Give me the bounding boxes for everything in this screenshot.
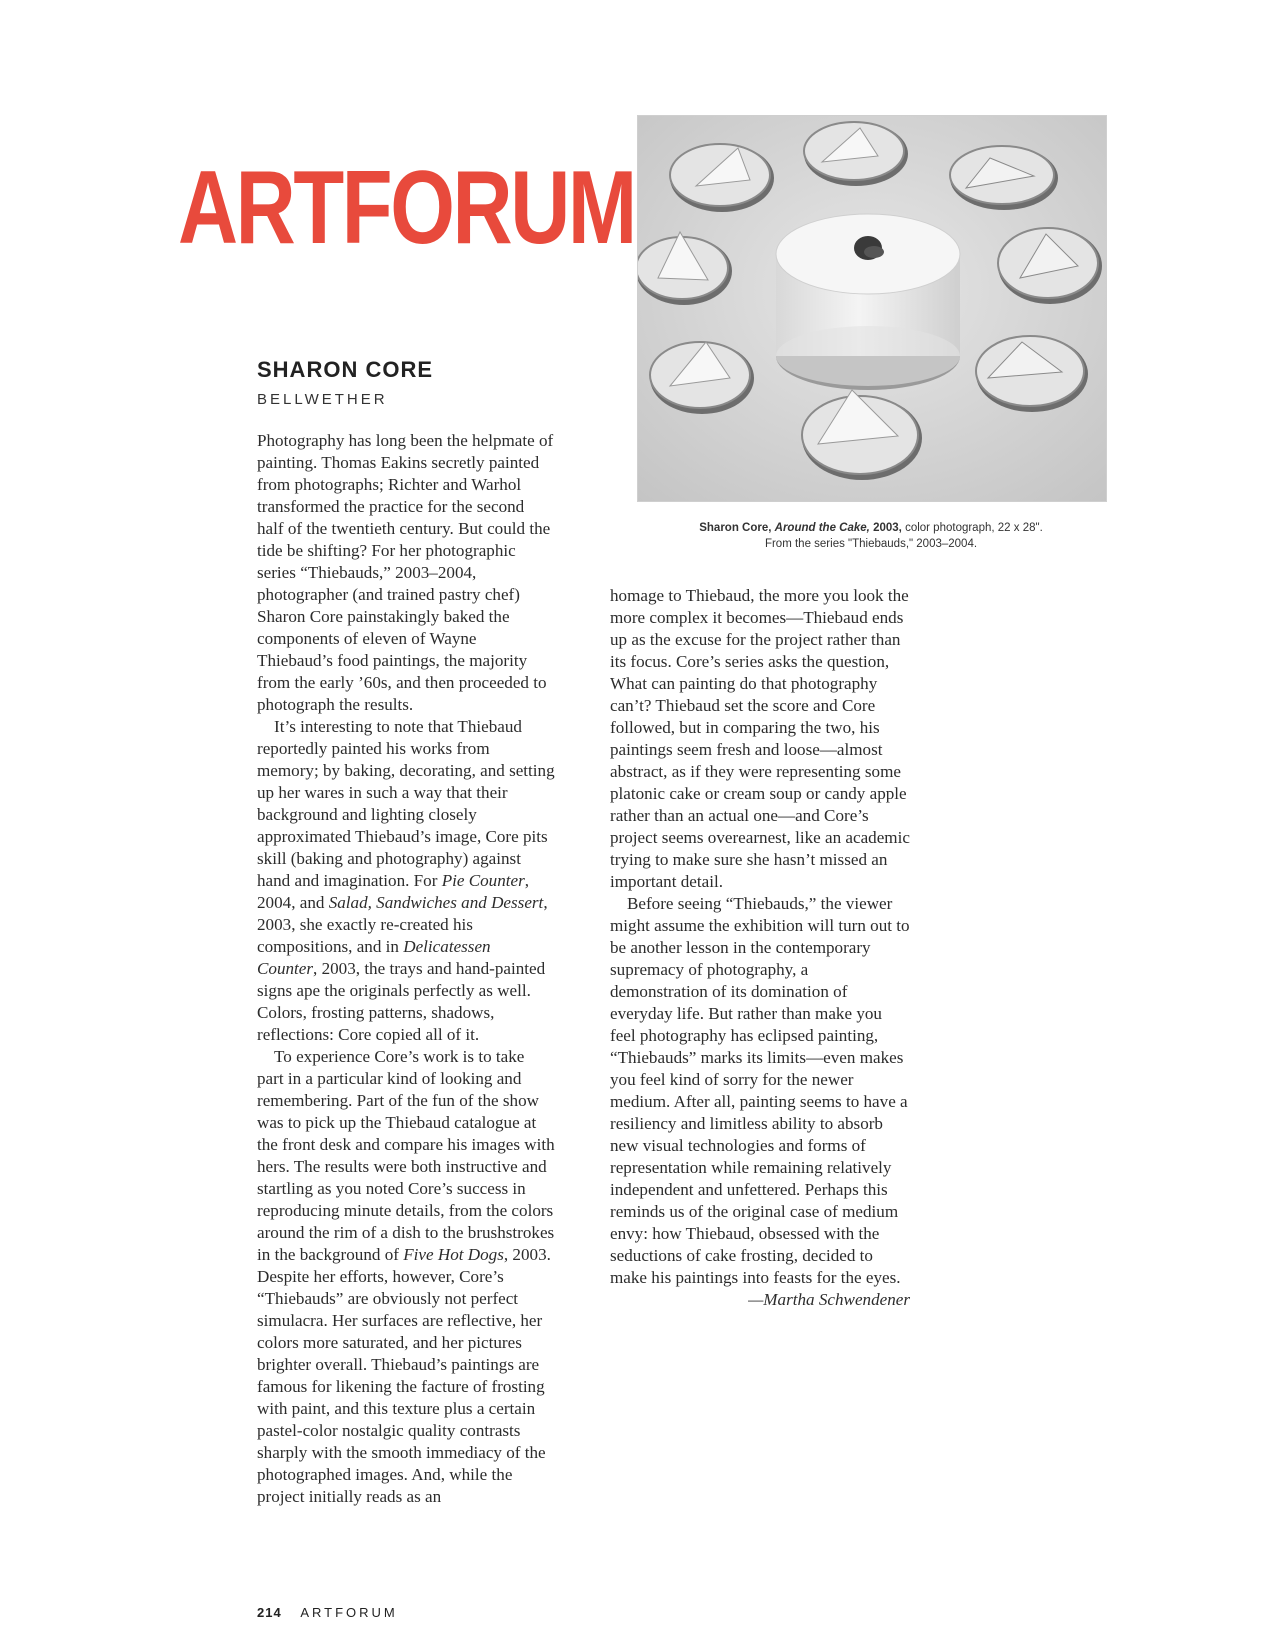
caption-year: 2003, — [873, 522, 902, 534]
exhibition-title: BELLWETHER — [257, 391, 388, 408]
plate-bottom-right — [976, 336, 1088, 412]
plate-mid-right — [998, 228, 1102, 304]
paragraph-3: To experience Core’s work is to take part in a particular kind of looking and remembering. Part of the fun of the show was to pick up the Thiebaud catalogue at the front desk and compare his images with hers. The results were both instructive and startling as you noted Core’s success in reproducing minute details, from the colors around the rim of a dish to the brushstrokes in the background of Five Hot Dogs, 2003. Despite her efforts, however, Core’s “Thiebauds” are obviously not perfect simulacra. Her surfaces are reflective, her colors more saturated, and her pictures brighter overall. Thiebaud’s paintings are famous for likening the facture of frosting with paint, and this texture plus a certain pastel-color nostalgic quality contrasts sharply with the smooth immediacy of the photographed images. And, while the project initially reads as an — [257, 1047, 555, 1506]
caption-title: Around the Cake, — [774, 522, 870, 534]
footer-magazine-name: ARTFORUM — [300, 1605, 398, 1620]
plate-bottom-left — [650, 342, 754, 414]
author-byline: —Martha Schwendener — [748, 1290, 910, 1309]
cake-photo — [637, 115, 1107, 502]
plate-top-left — [670, 144, 774, 212]
artist-name: SHARON CORE — [257, 357, 434, 382]
cake-photo-icon — [638, 116, 1106, 501]
paragraph-2: It’s interesting to note that Thiebaud reportedly painted his works from memory; by baking, decorating, and setting up her wares in such a way that their background and lighting closely approximated Thiebaud’s image, Core pits skill (baking and photography) against hand and imagination. For Pie Counter, 2004, and Salad, Sandwiches and Dessert, 2003, she exactly re-created his compositions, and in Delicatessen Counter, 2003, the trays and hand-painted signs ape the originals perfectly as well. Colors, frosting patterns, shadows, reflections: Core copied all of it. — [257, 717, 555, 1044]
cake — [776, 214, 960, 390]
caption-medium: color photograph, 22 x 28". — [905, 522, 1043, 534]
work-title: Pie Counter — [441, 871, 525, 890]
work-title: Delicatessen Counter — [257, 937, 491, 978]
paragraph-3-continued: homage to Thiebaud, the more you look the more complex it becomes—Thiebaud ends up as the excuse for the project rather than its focus. Core’s series asks the question, What can painting do that photography can’t? Thiebaud set the score and Core followed, but in comparing the two, his paintings seem fresh and loose—almost abstract, as if they were representing some platonic cake or cream soup or candy apple rather than an actual one—and Core’s project seems overearnest, like an academic trying to make sure she hasn’t missed an important detail. — [610, 586, 910, 891]
photo-caption — [640, 520, 1102, 552]
page-footer — [257, 1605, 398, 1620]
page-number: 214 — [257, 1605, 282, 1620]
work-title: Salad, Sandwiches and Dessert — [328, 893, 544, 912]
caption-artist: Sharon Core, — [699, 522, 772, 534]
plate-top-right — [950, 146, 1058, 210]
caption-series: From the series "Thiebauds," 2003–2004. — [764, 538, 978, 550]
plate-top-center — [804, 122, 908, 186]
work-title: Five Hot Dogs — [403, 1245, 504, 1264]
article-column-left — [257, 430, 555, 1508]
paragraph-4: Before seeing “Thiebauds,” the viewer might assume the exhibition will turn out to be another lesson in the contemporary supremacy of photography, a demonstration of its domination of everyday life. But rather than make you feel photography has eclipsed painting, “Thiebauds” marks its limits—even makes you feel kind of sorry for the newer medium. After all, painting seems to have a resiliency and limitless ability to absorb new visual technologies and forms of representation while remaining relatively independent and unfettered. Perhaps this reminds us of the original case of medium envy: how Thiebaud, obsessed with the seductions of cake frosting, decided to make his paintings into feasts for the eyes. — [610, 894, 910, 1287]
masthead-logo: ARTFORUM — [178, 150, 635, 266]
paragraph-1: Photography has long been the helpmate of painting. Thomas Eakins secretly painted from photographs; Richter and Warhol transformed the practice for the second half of the twentieth century. But could the tide be shifting? For her photographic series “Thiebauds,” 2003–2004, photographer (and trained pastry chef) Sharon Core painstakingly baked the components of eleven of Wayne Thiebaud’s food paintings, the majority from the early ’60s, and then proceeded to photograph the results. — [257, 431, 554, 714]
article-column-right — [610, 585, 910, 1311]
